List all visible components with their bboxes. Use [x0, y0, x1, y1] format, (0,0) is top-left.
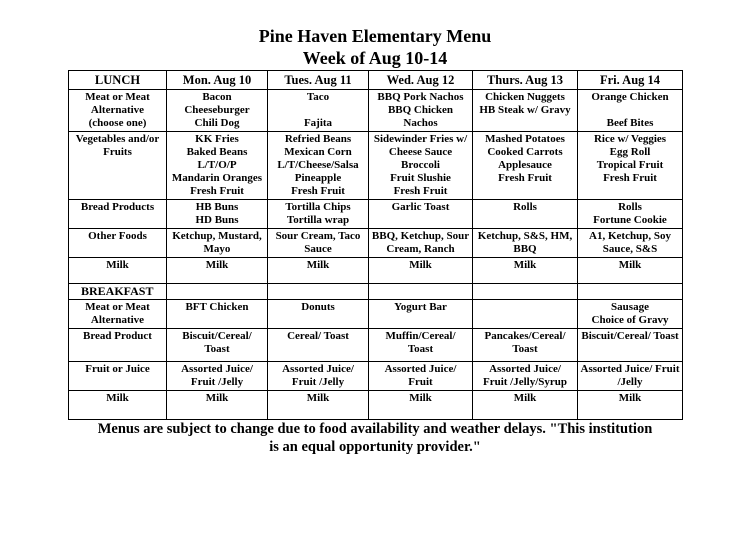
breakfast-menu-cell [369, 300, 473, 329]
cell-line: BBQ, Ketchup, Sour [371, 230, 470, 242]
lunch-menu-cell [167, 132, 268, 200]
cell-line: Sauce [304, 243, 332, 255]
lunch-menu-cell [369, 258, 473, 284]
breakfast-row [69, 362, 683, 391]
cell-line: Sauce, S&S [602, 243, 658, 255]
breakfast-menu-cell [369, 391, 473, 420]
lunch-row [69, 90, 683, 132]
header-monday: Mon. Aug 10 [167, 71, 268, 90]
lunch-menu-cell [268, 229, 369, 258]
cell-line: Fruit or Juice [85, 363, 150, 375]
breakfast-menu-cell [578, 300, 683, 329]
cell-line: Cream, Ranch [386, 243, 455, 255]
breakfast-section-empty-cell [369, 284, 473, 300]
breakfast-row-label [69, 300, 167, 329]
breakfast-row [69, 391, 683, 420]
header-row [69, 71, 683, 90]
lunch-menu-cell [578, 229, 683, 258]
breakfast-menu-cell [369, 362, 473, 391]
cell-line: Cheese Sauce [388, 146, 453, 158]
cell-line: Tortilla Chips [285, 201, 351, 213]
cell-line: Chicken Nuggets [485, 91, 565, 103]
cell-line: L/T/O/P [197, 159, 237, 171]
cell-line: Fresh Fruit [291, 185, 345, 197]
breakfast-row [69, 300, 683, 329]
breakfast-menu-cell [167, 391, 268, 420]
cell-line: Bread Products [80, 201, 155, 213]
cell-line: Alternative [90, 314, 145, 326]
lunch-menu-cell [578, 132, 683, 200]
breakfast-menu-cell [268, 391, 369, 420]
header-tuesday: Tues. Aug 11 [268, 71, 369, 90]
cell-line: Cheeseburger [184, 104, 250, 116]
cell-line: Milk [618, 392, 642, 404]
lunch-row-label [69, 258, 167, 284]
cell-line: Choice of Gravy [591, 314, 669, 326]
lunch-row-label [69, 132, 167, 200]
cell-line: Milk [409, 392, 432, 404]
cell-line: Toast [512, 343, 538, 355]
cell-line: HD Buns [195, 214, 239, 226]
lunch-menu-cell [578, 90, 683, 132]
breakfast-menu-cell [473, 329, 578, 362]
cell-line: Assorted Juice/ [384, 363, 457, 375]
cell-line: Assorted Juice/ [489, 363, 561, 375]
cell-line: HB Steak w/ Gravy [479, 104, 571, 116]
cell-line: Fruit /Jelly [190, 376, 244, 388]
cell-line: Sour Cream, Taco [275, 230, 361, 242]
cell-line: Pineapple [294, 172, 342, 184]
breakfast-section-empty-cell [167, 284, 268, 300]
cell-line: Fresh Fruit [498, 172, 552, 184]
breakfast-menu-cell [369, 329, 473, 362]
cell-line: HB Buns [195, 201, 239, 213]
breakfast-menu-cell [578, 362, 683, 391]
breakfast-row [69, 329, 683, 362]
cell-line: Other Foods [88, 230, 147, 242]
cell-line: Beef Bites [606, 117, 654, 129]
header-lunch: LUNCH [69, 71, 167, 90]
cell-line: Milk [205, 392, 229, 404]
lunch-menu-cell [268, 200, 369, 229]
cell-line: Muffin/Cereal/ [385, 330, 456, 342]
cell-line: A1, Ketchup, Soy [589, 230, 671, 242]
cell-line: Broccoli [401, 159, 440, 171]
cell-line: BBQ Pork Nachos [377, 91, 464, 103]
cell-line: Toast [204, 343, 230, 355]
breakfast-menu-cell [268, 329, 369, 362]
cell-line: Pancakes/Cereal/ [484, 330, 566, 342]
breakfast-row-label [69, 329, 167, 362]
cell-line: Fruit /Jelly [291, 376, 345, 388]
breakfast-menu-cell [578, 391, 683, 420]
cell-line: Ketchup, S&S, HM, [477, 230, 573, 242]
cell-line: Alternative [90, 104, 145, 116]
lunch-menu-cell [473, 132, 578, 200]
cell-line: Fruit /Jelly/Syrup [482, 376, 568, 388]
menu-title: Pine Haven Elementary Menu [258, 26, 492, 46]
cell-line: Mayo [203, 243, 231, 255]
cell-line: /Jelly [617, 376, 643, 388]
cell-line: Milk [618, 259, 642, 271]
lunch-menu-cell [473, 258, 578, 284]
breakfast-menu-cell [473, 300, 578, 329]
cell-line: Milk [409, 259, 432, 271]
cell-line: Rolls [513, 201, 537, 213]
header-wednesday: Wed. Aug 12 [369, 71, 473, 90]
breakfast-menu-cell [167, 329, 268, 362]
breakfast-section-empty-cell [268, 284, 369, 300]
footer-line-1: Menus are subject to change due to food availability and weather delays. "This institution [97, 421, 653, 437]
lunch-row-label [69, 200, 167, 229]
menu-week: Week of Aug 10-14 [302, 48, 448, 68]
cell-line: Biscuit/Cereal/ [182, 330, 252, 342]
cell-line: Bread Product [83, 330, 152, 342]
menu-table-body [69, 71, 683, 420]
cell-line: BBQ [513, 243, 537, 255]
cell-line: Chili Dog [194, 117, 240, 129]
lunch-menu-cell [167, 258, 268, 284]
breakfast-menu-cell [268, 362, 369, 391]
breakfast-menu-cell [167, 362, 268, 391]
cell-line: Assorted Juice/ Fruit [580, 363, 680, 375]
cell-line: Egg Roll [609, 146, 651, 158]
cell-line: Milk [513, 392, 537, 404]
lunch-menu-cell [167, 90, 268, 132]
breakfast-menu-cell [167, 300, 268, 329]
cell-line: Fajita [303, 117, 333, 129]
footer-line-2: is an equal opportunity provider." [269, 439, 481, 455]
cell-line: Milk [306, 259, 330, 271]
cell-line: Fruit Slushie [390, 172, 451, 184]
cell-line: Mandarin Oranges [171, 172, 263, 184]
lunch-menu-cell [268, 258, 369, 284]
cell-line: Applesauce [498, 159, 552, 171]
cell-line: Donuts [301, 301, 335, 313]
cell-line: Fruits [103, 146, 132, 158]
cell-line: BFT Chicken [185, 301, 249, 313]
lunch-row [69, 229, 683, 258]
lunch-menu-cell [473, 90, 578, 132]
breakfast-menu-cell [473, 391, 578, 420]
cell-line: Fresh Fruit [603, 172, 657, 184]
cell-line: BBQ Chicken [387, 104, 454, 116]
lunch-row [69, 132, 683, 200]
lunch-menu-cell [369, 200, 473, 229]
cell-line: Tortilla wrap [286, 214, 350, 226]
breakfast-section-label: BREAKFAST [69, 284, 167, 300]
cell-line: Milk [106, 259, 129, 271]
lunch-menu-cell [473, 200, 578, 229]
cell-line: Sausage [611, 301, 649, 313]
breakfast-section-empty-cell [578, 284, 683, 300]
cell-line: Assorted Juice/ [282, 363, 354, 375]
cell-line: Taco [306, 91, 330, 103]
cell-line: Rolls [618, 201, 642, 213]
cell-line: Refried Beans [284, 133, 352, 145]
lunch-menu-cell [473, 229, 578, 258]
footer-note [0, 420, 750, 456]
cell-line: Milk [106, 392, 129, 404]
cell-line: Garlic Toast [391, 201, 450, 213]
breakfast-menu-cell [268, 300, 369, 329]
cell-line: Milk [306, 392, 330, 404]
cell-line: Cooked Carrots [487, 146, 563, 158]
cell-line: Cereal/ Toast [287, 330, 349, 342]
cell-line: Biscuit/Cereal/ Toast [581, 330, 679, 342]
cell-line: Toast [407, 343, 434, 355]
cell-line: Tropical Fruit [596, 159, 664, 171]
cell-line: Fortune Cookie [593, 214, 667, 226]
header-thursday: Thurs. Aug 13 [473, 71, 578, 90]
header-friday: Fri. Aug 14 [578, 71, 683, 90]
cell-line: Rice w/ Veggies [593, 133, 667, 145]
cell-line: Yogurt Bar [394, 301, 447, 313]
cell-line: Baked Beans [186, 146, 248, 158]
cell-line: Assorted Juice/ [181, 363, 253, 375]
lunch-menu-cell [268, 132, 369, 200]
cell-line: Orange Chicken [591, 91, 669, 103]
cell-line [579, 104, 681, 117]
lunch-row [69, 200, 683, 229]
cell-line: Mexican Corn [284, 146, 352, 158]
lunch-menu-cell [167, 229, 268, 258]
lunch-row-label [69, 90, 167, 132]
cell-line: Milk [205, 259, 229, 271]
cell-line: Meat or Meat [85, 301, 150, 313]
lunch-row-label [69, 229, 167, 258]
cell-line: (choose one) [88, 117, 147, 129]
breakfast-section-row [69, 284, 683, 300]
cell-line: Milk [513, 259, 537, 271]
lunch-menu-cell [369, 90, 473, 132]
cell-line: Mashed Potatoes [485, 133, 565, 145]
lunch-menu-cell [578, 258, 683, 284]
cell-line: Bacon [202, 91, 232, 103]
cell-line: Vegetables and/or [75, 133, 160, 145]
cell-line: Fruit [408, 376, 433, 388]
cell-line: Fresh Fruit [190, 185, 244, 197]
cell-line: Meat or Meat [85, 91, 150, 103]
lunch-menu-cell [369, 229, 473, 258]
breakfast-menu-cell [578, 329, 683, 362]
cell-line [269, 104, 367, 117]
breakfast-menu-cell [473, 362, 578, 391]
lunch-menu-cell [167, 200, 268, 229]
cell-line: Nachos [403, 117, 438, 129]
lunch-menu-cell [369, 132, 473, 200]
lunch-menu-cell [268, 90, 369, 132]
cell-line: KK Fries [195, 133, 239, 145]
breakfast-section-empty-cell [473, 284, 578, 300]
cell-line: Ketchup, Mustard, [172, 230, 262, 242]
lunch-menu-cell [578, 200, 683, 229]
breakfast-row-label [69, 362, 167, 391]
cell-line: L/T/Cheese/Salsa [277, 159, 359, 171]
menu-table [68, 70, 683, 420]
breakfast-row-label [69, 391, 167, 420]
cell-line: Sidewinder Fries w/ [373, 133, 468, 145]
lunch-row [69, 258, 683, 284]
cell-line: Fresh Fruit [393, 185, 448, 197]
